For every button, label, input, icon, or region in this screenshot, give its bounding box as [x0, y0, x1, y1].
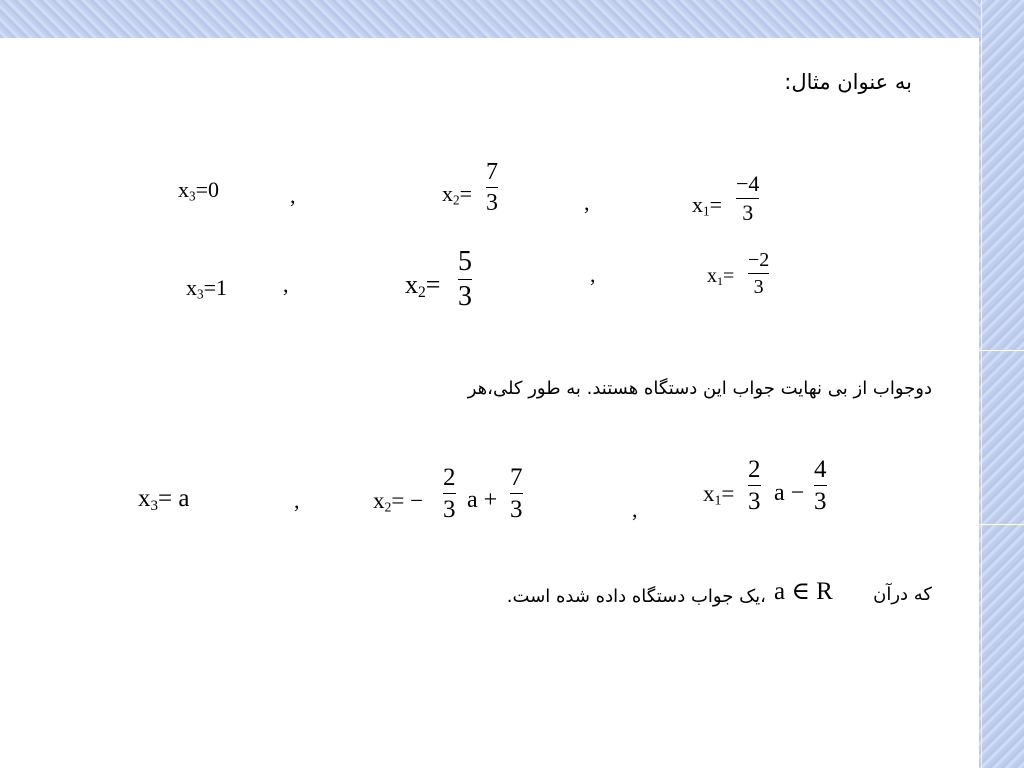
separator-comma: ,: [632, 497, 638, 522]
eq2-x2-lhs: $x_2=$: [405, 270, 441, 301]
top-decorative-band: [0, 0, 979, 38]
right-decorative-band: [979, 0, 1024, 768]
eq1-x1-lhs: $x_1=$: [692, 192, 723, 219]
eq2-x1-lhs: $x_1=$: [707, 265, 735, 288]
eq1-x1-fraction: −4 3: [736, 171, 760, 226]
eq1-x3: $x_3=0$: [178, 177, 220, 204]
band-edge-line: [981, 0, 982, 768]
general-x1-mid: a −: [774, 480, 805, 506]
separator-comma: ,: [283, 272, 289, 297]
final-math-expression: a ∈ R: [774, 578, 833, 605]
separator-comma: ,: [290, 183, 296, 208]
band-divider: [979, 524, 1024, 525]
general-x1-fraction-2: 4 3: [814, 456, 827, 516]
eq2-x2-fraction: 5 3: [458, 246, 472, 313]
explanation-text: دوجواب از بی نهایت جواب این دستگاه هستند. به طور کلی،هر: [467, 378, 932, 399]
separator-comma: ,: [294, 488, 300, 513]
band-divider: [979, 350, 1024, 351]
general-x2-fraction-1: 2 3: [443, 464, 456, 524]
final-text-right: که درآن: [873, 584, 932, 605]
final-text-left: ،یک جواب دستگاه داده شده است.: [506, 586, 766, 607]
general-x1-lhs: $x_1=$: [703, 481, 735, 508]
general-x2-lhs: $x_2=$ −: [373, 488, 424, 515]
general-x3: $x_3= a$: [138, 485, 190, 514]
general-x2-mid: a +: [467, 487, 498, 513]
eq1-x2-lhs: $x_2=$: [442, 181, 473, 208]
slide-heading: به عنوان مثال:: [784, 70, 912, 94]
eq2-x3: $x_3=1$: [186, 275, 228, 302]
eq1-x2-fraction: 7 3: [486, 159, 498, 217]
general-x2-fraction-2: 7 3: [510, 464, 523, 524]
general-x1-fraction-1: 2 3: [748, 456, 761, 516]
separator-comma: ,: [590, 262, 596, 287]
eq2-x1-fraction: −2 3: [748, 249, 770, 299]
separator-comma: ,: [584, 190, 590, 215]
